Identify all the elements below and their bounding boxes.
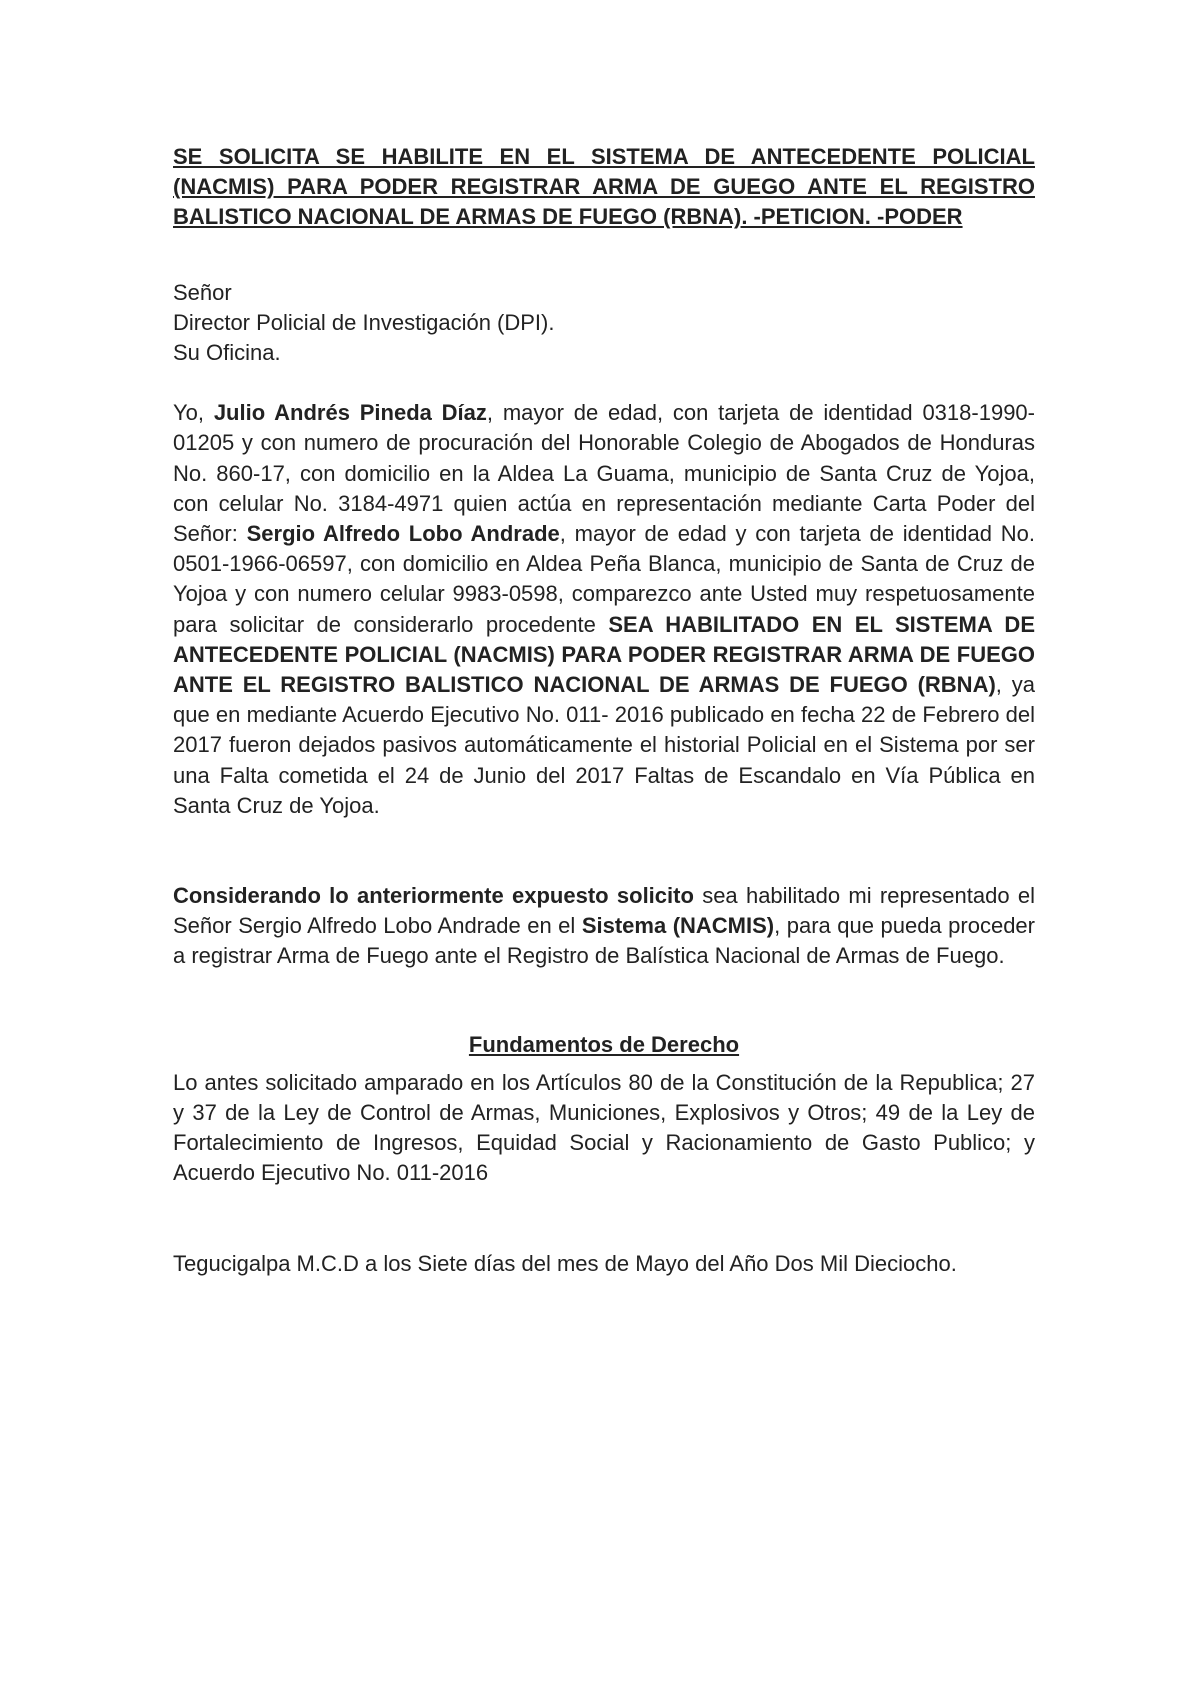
petition-reason: , ya que en mediante Acuerdo Ejecutivo No. 011- 2016 publicado en fecha 22 de Febrero del 2017 fueron dejados pasivos automáticamente el historial Policial en el Sistema por ser una Falta cometida el 24 de Junio del 2017 Faltas de Escandalo en Vía Pública en Santa Cruz de Yojoa. — [173, 672, 1035, 818]
petitioner-details: , mayor de edad, con tarjeta de identidad 0318-1990-01205 y con numero de procuración del Honorable Colegio de Abogados de Honduras No. 860-17, con domicilio en la Aldea La Guama, municipio de Santa Cruz de Yojoa, con celular No. 3184-4971 quien actúa en representación mediante Carta Poder del Señor: — [173, 400, 1035, 547]
addressee-line: Director Policial de Investigación (DPI). — [173, 309, 555, 335]
represented-details: , mayor de edad y con tarjeta de identidad No. 0501-1966-06597, con domicilio en Aldea Peña Blanca, municipio de Santa de Cruz de Yojoa y con numero celular 9983-0598, comparezco ante Usted muy respetuosamente para solicitar de considerarlo procedente — [173, 521, 1036, 637]
fundamentos-heading: Fundamentos de Derecho — [468, 1031, 740, 1057]
considerando-text-end: , para que pueda proceder a registrar Arma de Fuego ante el Registro de Balística Nacional de Armas de Fuego. — [173, 913, 1035, 969]
document-title: SE SOLICITA SE HABILITE EN EL SISTEMA DE ANTECEDENTE POLICIAL (NACMIS) PARA PODER REGISTRAR ARMA DE GUEGO ANTE EL REGISTRO BALISTICO NACIONAL DE ARMAS DE FUEGO (RBNA). -PETICION. -PODER — [173, 144, 1035, 230]
system-name: Sistema (NACMIS) — [581, 913, 775, 939]
considerando-text: sea habilitado mi representado el Señor Sergio Alfredo Lobo Andrade en el — [173, 883, 1035, 939]
petitioner-name: Julio Andrés Pineda Díaz — [213, 400, 487, 426]
represented-name: Sergio Alfredo Lobo Andrade — [246, 521, 560, 547]
office-line: Su Oficina. — [173, 340, 281, 366]
considerando-paragraph — [173, 881, 1035, 972]
petition-request: SEA HABILITADO EN EL SISTEMA DE ANTECEDENTE POLICIAL (NACMIS) PARA PODER REGISTRAR ARMA DE FUEGO ANTE EL REGISTRO BALISTICO NACIONAL DE ARMAS DE FUEGO (RBNA) — [173, 611, 1035, 698]
salutation-line: Señor — [173, 279, 232, 305]
salutation-block — [173, 278, 1035, 369]
document-page — [173, 142, 1035, 1279]
petition-paragraph — [173, 398, 1035, 821]
fundamentos-paragraph: Lo antes solicitado amparado en los Artículos 80 de la Constitución de la Republica; 27 y 37 de la Ley de Control de Armas, Municiones, Explosivos y Otros; 49 de la Ley de Fortalecimiento de Ingresos, Equidad Social y Racionamiento de Gasto Publico; y Acuerdo Ejecutivo No. 011-2016 — [173, 1069, 1035, 1186]
considerando-lead: Considerando lo anteriormente expuesto solicito — [173, 883, 694, 909]
petition-intro: Yo, — [173, 400, 214, 426]
closing-paragraph: Tegucigalpa M.C.D a los Siete días del mes de Mayo del Año Dos Mil Dieciocho. — [173, 1250, 957, 1276]
